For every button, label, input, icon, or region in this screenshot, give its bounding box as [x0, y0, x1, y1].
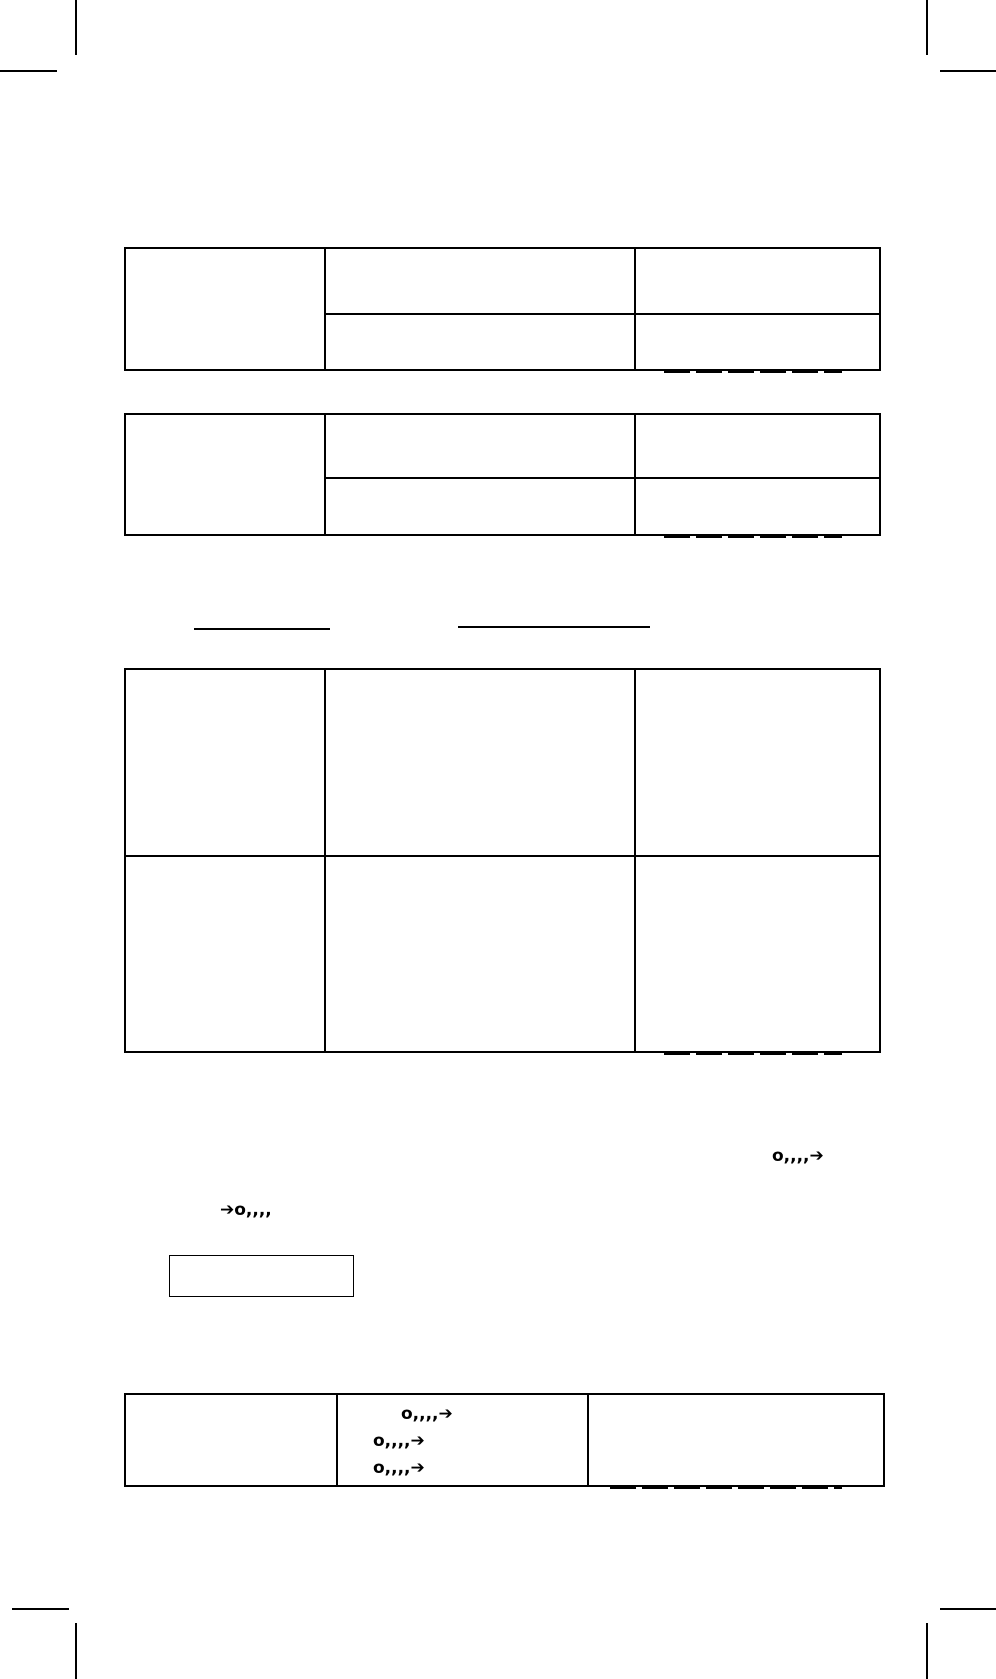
crop-mark-bottom-right-horizontal [940, 1608, 996, 1610]
dms-key-icon: o,,,,➔ [373, 1458, 425, 1478]
table-1 [124, 247, 881, 371]
table-4-display-stub [610, 1487, 842, 1489]
table-2-display-stub [664, 536, 842, 538]
dms-key-icon: o,,,,➔ [401, 1404, 453, 1424]
table-2-row-divider [324, 477, 881, 479]
table-3-divider [634, 668, 636, 1053]
dms-key-icon: o,,,,➔ [373, 1431, 425, 1451]
crop-mark-bottom-right-vertical [926, 1623, 928, 1679]
table-2-divider [324, 413, 326, 536]
table-1-divider [324, 247, 326, 371]
table-4 [124, 1393, 885, 1487]
crop-mark-top-left-horizontal [0, 70, 57, 72]
table-2-divider [634, 413, 636, 536]
table-4-divider [336, 1393, 338, 1487]
crop-mark-bottom-left-horizontal [12, 1608, 69, 1610]
crop-mark-top-right-vertical [926, 0, 928, 55]
table-1-divider [634, 247, 636, 371]
table-1-display-stub [664, 371, 842, 373]
crop-mark-bottom-left-vertical [75, 1623, 77, 1679]
blank-line-left [194, 628, 330, 630]
display-box [169, 1255, 354, 1297]
dms-forward-key-icon: o,,,,➔ [772, 1146, 824, 1166]
table-3-display-stub [664, 1053, 842, 1055]
crop-mark-top-left-vertical [75, 0, 77, 55]
table-3-divider [324, 668, 326, 1053]
table-3 [124, 668, 881, 1053]
blank-line-right [458, 626, 650, 628]
table-2 [124, 413, 881, 536]
table-4-divider [587, 1393, 589, 1487]
crop-mark-top-right-horizontal [940, 70, 996, 72]
dms-reverse-key-icon: ➔o,,,, [220, 1200, 272, 1220]
table-3-row-divider [124, 855, 881, 857]
table-1-row-divider [324, 313, 881, 315]
